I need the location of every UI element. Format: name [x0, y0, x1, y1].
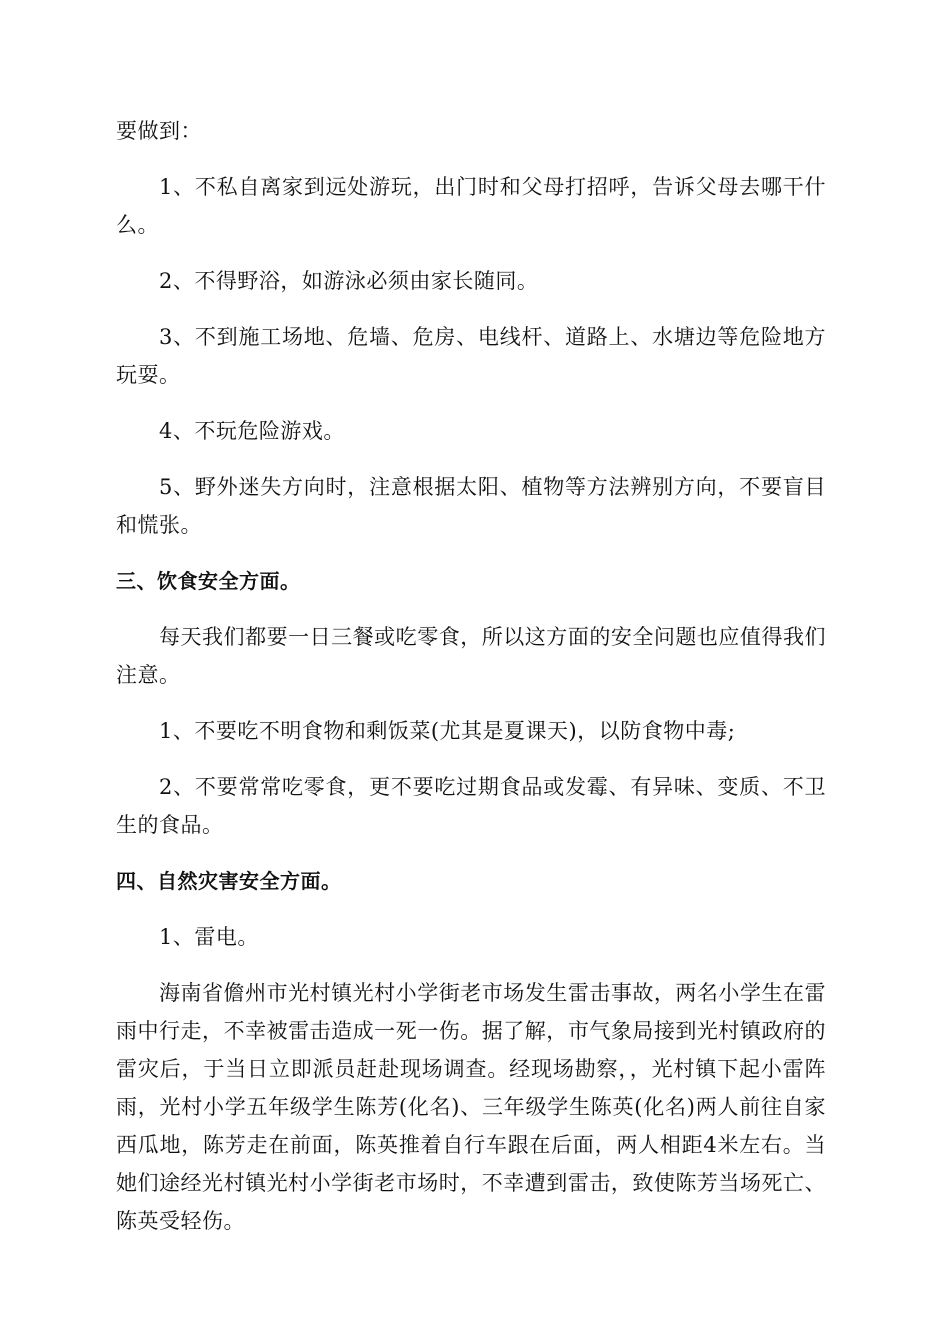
section-heading-food-safety: 三、饮食安全方面。: [116, 569, 301, 593]
disaster-item-1: 1、雷电。: [159, 925, 259, 949]
section-heading-natural-disaster: 四、自然灾害安全方面。: [116, 869, 342, 893]
list-item-5: 5、野外迷失方向时，注意根据太阳、植物等方法辨别方向，不要盲目和慌张。: [116, 475, 826, 537]
paragraph-lightning-case: 海南省儋州市光村镇光村小学街老市场发生雷击事故，两名小学生在雷雨中行走，不幸被雷击造成一死一伤。据了解，市气象局接到光村镇政府的雷灾后，于当日立即派员赶赴现场调查。经现场勘察，，光村镇下起小雷阵雨，光村小学五年级学生陈芳(化名)、三年级学生陈英(化名)两人前往自家西瓜地，陈芳走在前面，陈英推着自行车跟在后面，两人相距4米左右。当她们途经光村镇光村小学街老市场时，不幸遭到雷击，致使陈芳当场死亡、陈英受轻伤。: [116, 981, 826, 1233]
paragraph-intro: 要做到：: [116, 119, 202, 143]
paragraph-food-intro: 每天我们都要一日三餐或吃零食，所以这方面的安全问题也应值得我们注意。: [116, 625, 826, 687]
list-item-2: 2、不得野浴，如游泳必须由家长随同。: [159, 269, 539, 293]
list-item-3: 3、不到施工场地、危墙、危房、电线杆、道路上、水塘边等危险地方玩耍。: [116, 325, 826, 387]
list-item-1: 1、不私自离家到远处游玩，出门时和父母打招呼，告诉父母去哪干什么。: [116, 175, 826, 237]
food-item-2: 2、不要常常吃零食，更不要吃过期食品或发霉、有异味、变质、不卫生的食品。: [116, 775, 826, 837]
food-item-1: 1、不要吃不明食物和剩饭菜(尤其是夏课天)，以防食物中毒;: [159, 719, 736, 743]
list-item-4: 4、不玩危险游戏。: [159, 419, 345, 443]
document-body: [116, 112, 826, 1258]
